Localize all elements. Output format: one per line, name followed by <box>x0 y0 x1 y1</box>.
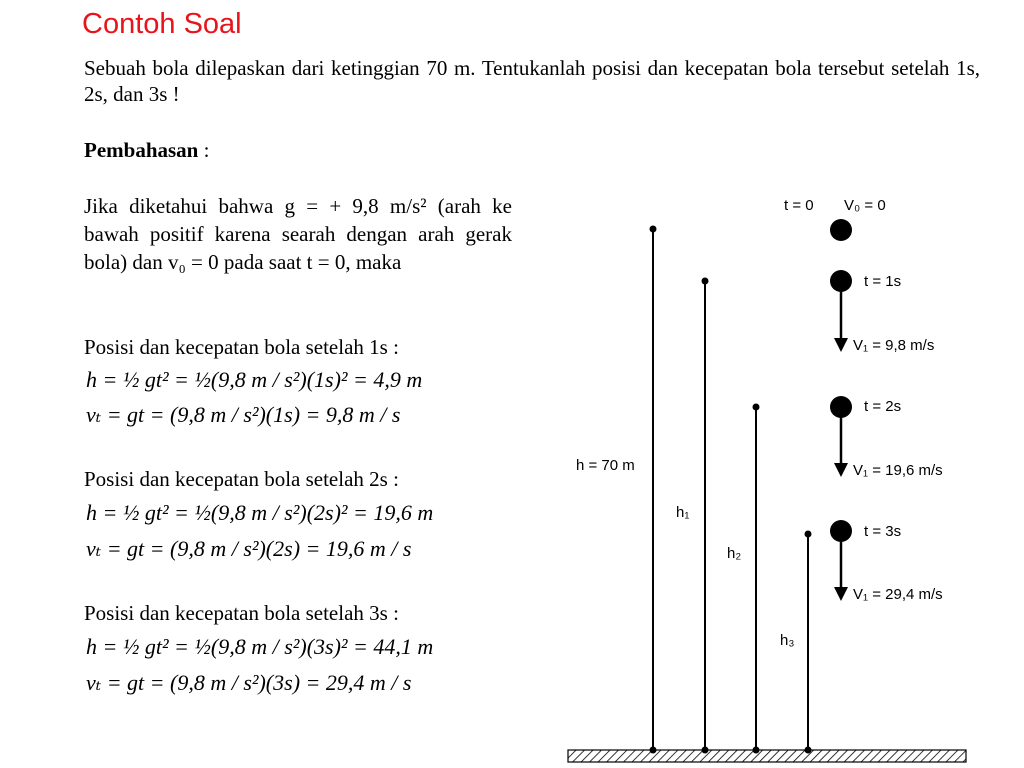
step-3-height-equation: h = ½ gt² = ½(9,8 m / s²)(3s)² = 44,1 m <box>86 634 434 659</box>
h3-label: h₃ <box>780 632 795 649</box>
slide-title: Contoh Soal <box>82 8 242 40</box>
velocity-arrow-2-head <box>834 463 848 477</box>
step-1-height-equation: h = ½ gt² = ½(9,8 m / s²)(1s)² = 4,9 m <box>86 367 423 392</box>
t0-label: t = 0 <box>784 197 814 214</box>
intro-paragraph: Jika diketahui bahwa g = + 9,8 m/s² (arah ke bawah positif karena searah dengan arah gerak bola) dan v₀ = 0 pada saat t = 0, maka <box>84 194 512 274</box>
t3-label: t = 3s <box>864 523 902 540</box>
height-pole-h1 <box>702 278 709 754</box>
velocity-arrow-1-head <box>834 338 848 352</box>
solution-heading-colon: : <box>198 138 210 162</box>
height-pole-total <box>650 226 657 754</box>
h2-label: h₂ <box>727 545 742 562</box>
h1-label: h₁ <box>676 504 690 521</box>
problem-statement: Sebuah bola dilepaskan dari ketinggian 70 m. Tentukanlah posisi dan kecepatan bola tersebut setelah 1s, 2s, dan 3s ! <box>84 56 980 106</box>
v2-label: V₁ = 19,6 m/s <box>853 462 943 479</box>
ground-hatch <box>568 750 966 762</box>
t2-label: t = 2s <box>864 398 902 415</box>
v1-label: V₁ = 9,8 m/s <box>853 337 935 354</box>
step-1-label: Posisi dan kecepatan bola setelah 1s : <box>84 335 399 359</box>
v0-label: V₀ = 0 <box>844 197 886 214</box>
step-2-label: Posisi dan kecepatan bola setelah 2s : <box>84 467 399 491</box>
v3-label: V₁ = 29,4 m/s <box>853 586 943 603</box>
step-2-velocity-equation: vₜ = gt = (9,8 m / s²)(2s) = 19,6 m / s <box>86 536 412 561</box>
height-pole-h2 <box>753 404 760 754</box>
step-2-height-equation: h = ½ gt² = ½(9,8 m / s²)(2s)² = 19,6 m <box>86 500 434 525</box>
free-fall-diagram <box>560 180 980 768</box>
height-pole-h3 <box>805 531 812 754</box>
height-total-label: h = 70 m <box>576 457 635 474</box>
step-3-label: Posisi dan kecepatan bola setelah 3s : <box>84 601 399 625</box>
velocity-arrow-3-head <box>834 587 848 601</box>
step-1-velocity-equation: vₜ = gt = (9,8 m / s²)(1s) = 9,8 m / s <box>86 402 401 427</box>
t1-label: t = 1s <box>864 273 902 290</box>
step-3-velocity-equation: vₜ = gt = (9,8 m / s²)(3s) = 29,4 m / s <box>86 670 412 695</box>
solution-heading <box>84 138 209 163</box>
solution-heading-text: Pembahasan <box>84 138 199 162</box>
ball-t0 <box>830 219 852 241</box>
